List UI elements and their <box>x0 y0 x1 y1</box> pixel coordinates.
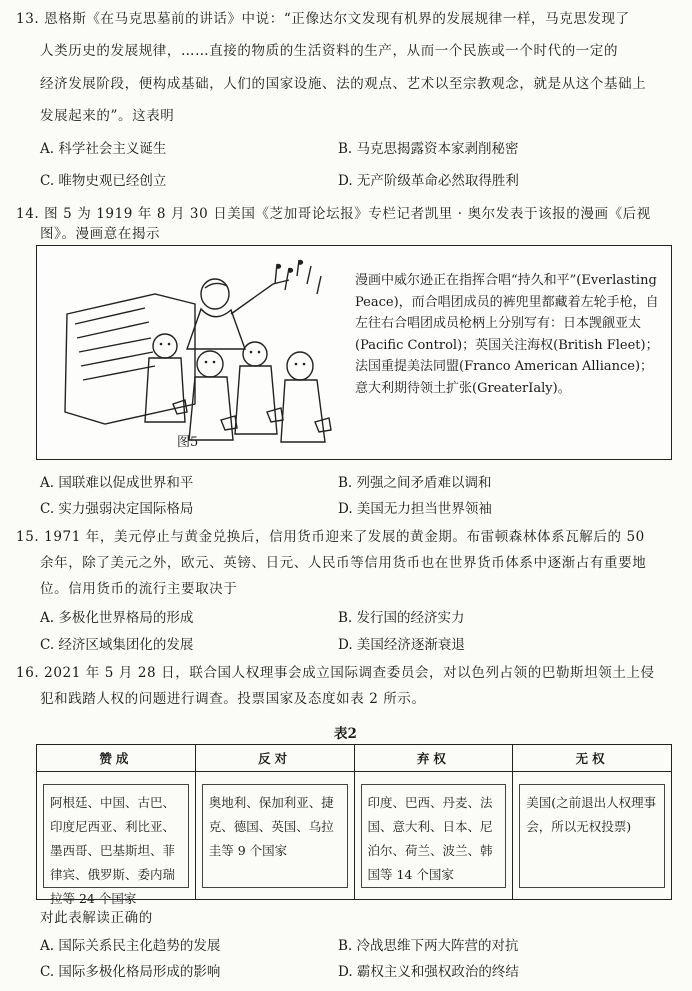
q16-stem-line-2: 犯和践踏人权的问题进行调查。投票国家及态度如表 2 所示。 <box>40 691 426 707</box>
q16-option-b[interactable]: B. 冷战思维下两大阵营的对抗 <box>338 938 519 954</box>
q14-option-a[interactable]: A. 国联难以促成世界和平 <box>40 475 194 491</box>
q16-option-d[interactable]: D. 霸权主义和强权政治的终结 <box>338 964 519 980</box>
cell-no-vote-text: 美国(之前退出人权理事会，所以无权投票) <box>519 784 665 888</box>
header-abstain: 弃权 <box>354 745 513 772</box>
q15-option-b[interactable]: B. 发行国的经济实力 <box>338 610 465 626</box>
q14-stem-line-2: 图》。漫画意在揭示 <box>40 226 161 242</box>
cell-abstain-text: 印度、巴西、丹麦、法国、意大利、日本、尼泊尔、荷兰、波兰、韩国等 14 个国家 <box>361 784 507 888</box>
table-2 <box>36 744 672 906</box>
table-row <box>37 772 672 900</box>
q15-stem-line-1: 15. 1971 年，美元停止与黄金兑换后，信用货币迎来了发展的黄金期。布雷顿森林体系瓦解后的 50 <box>16 529 645 545</box>
table-header-row <box>37 745 672 772</box>
q16-stem-line-1: 16. 2021 年 5 月 28 日，联合国人权理事会成立国际调查委员会，对以色列占领的巴勒斯坦领土上侵 <box>16 665 655 681</box>
q13-stem-line-1: 13. 恩格斯《在马克思墓前的讲话》中说：“正像达尔文发现有机界的发展规律一样，马克思发现了 <box>16 11 630 27</box>
cell-against-text: 奥地利、保加利亚、捷克、德国、英国、乌拉圭等 9 个国家 <box>202 784 348 888</box>
q14-option-c[interactable]: C. 实力强弱决定国际格局 <box>40 501 194 517</box>
q15-option-a[interactable]: A. 多极化世界格局的形成 <box>40 610 194 626</box>
figure-description: 漫画中威尔逊正在指挥合唱“持久和平”(Everlasting Peace)，而合唱团成员的裤兜里都藏着左轮手枪，自左往右合唱团成员枪柄上分别写有：日本觊觎亚太(Pacific Control)；英国关注海权(British Fleet)；法国重提美法同盟(Franco American Alliance)；意大利期待领土扩张(GreaterIaly)。 <box>355 273 659 396</box>
q13-stem-line-2: 人类历史的发展规律，……直接的物质的生活资料的生产，从而一个民族或一个时代的一定的 <box>40 43 619 59</box>
cell-favor <box>37 772 196 906</box>
header-favor: 赞成 <box>37 745 196 772</box>
q16-option-c[interactable]: C. 国际多极化格局形成的影响 <box>40 964 221 980</box>
q13-option-c[interactable]: C. 唯物史观已经创立 <box>40 173 167 189</box>
q14-stem-line-1: 14. 图 5 为 1919 年 8 月 30 日美国《芝加哥论坛报》专栏记者凯里 · 奥尔发表于该报的漫画《后视 <box>16 206 651 222</box>
header-no-vote: 无权 <box>513 745 672 772</box>
figure-caption: 图5 <box>177 435 199 450</box>
q14-option-b[interactable]: B. 列强之间矛盾难以调和 <box>338 475 492 491</box>
cartoon-illustration <box>45 254 363 452</box>
q15-stem-line-2: 余年，除了美元之外，欧元、英镑、日元、人民币等信用货币也在世界货币体系中逐渐占有重要地 <box>40 555 647 571</box>
q15-option-d[interactable]: D. 美国经济逐渐衰退 <box>338 637 465 653</box>
q15-stem-line-3: 位。信用货币的流行主要取决于 <box>40 581 238 597</box>
figure-5-box <box>36 245 672 460</box>
cell-abstain <box>354 772 513 900</box>
q13-option-d[interactable]: D. 无产阶级革命必然取得胜利 <box>338 173 519 189</box>
header-against: 反对 <box>195 745 354 772</box>
q13-stem-line-4: 发展起来的”。这表明 <box>40 108 175 124</box>
q13-option-a[interactable]: A. 科学社会主义诞生 <box>40 141 167 157</box>
q16-option-a[interactable]: A. 国际关系民主化趋势的发展 <box>40 938 221 954</box>
q16-prompt: 对此表解读正确的 <box>40 910 153 926</box>
q15-option-c[interactable]: C. 经济区域集团化的发展 <box>40 637 194 653</box>
cell-favor-text: 阿根廷、中国、古巴、印度尼西亚、利比亚、墨西哥、巴基斯坦、菲律宾、俄罗斯、委内瑞拉等 24 个国家 <box>43 784 189 888</box>
q13-option-b[interactable]: B. 马克思揭露资本家剥削秘密 <box>338 141 519 157</box>
table-2-title: 表2 <box>334 726 357 742</box>
cell-no-vote <box>513 772 672 900</box>
q13-stem-line-3: 经济发展阶段，便构成基础，人们的国家设施、法的观点、艺术以至宗教观念，就是从这个基础上 <box>40 76 647 92</box>
q14-option-d[interactable]: D. 美国无力担当世界领袖 <box>338 501 492 517</box>
cell-against <box>195 772 354 900</box>
